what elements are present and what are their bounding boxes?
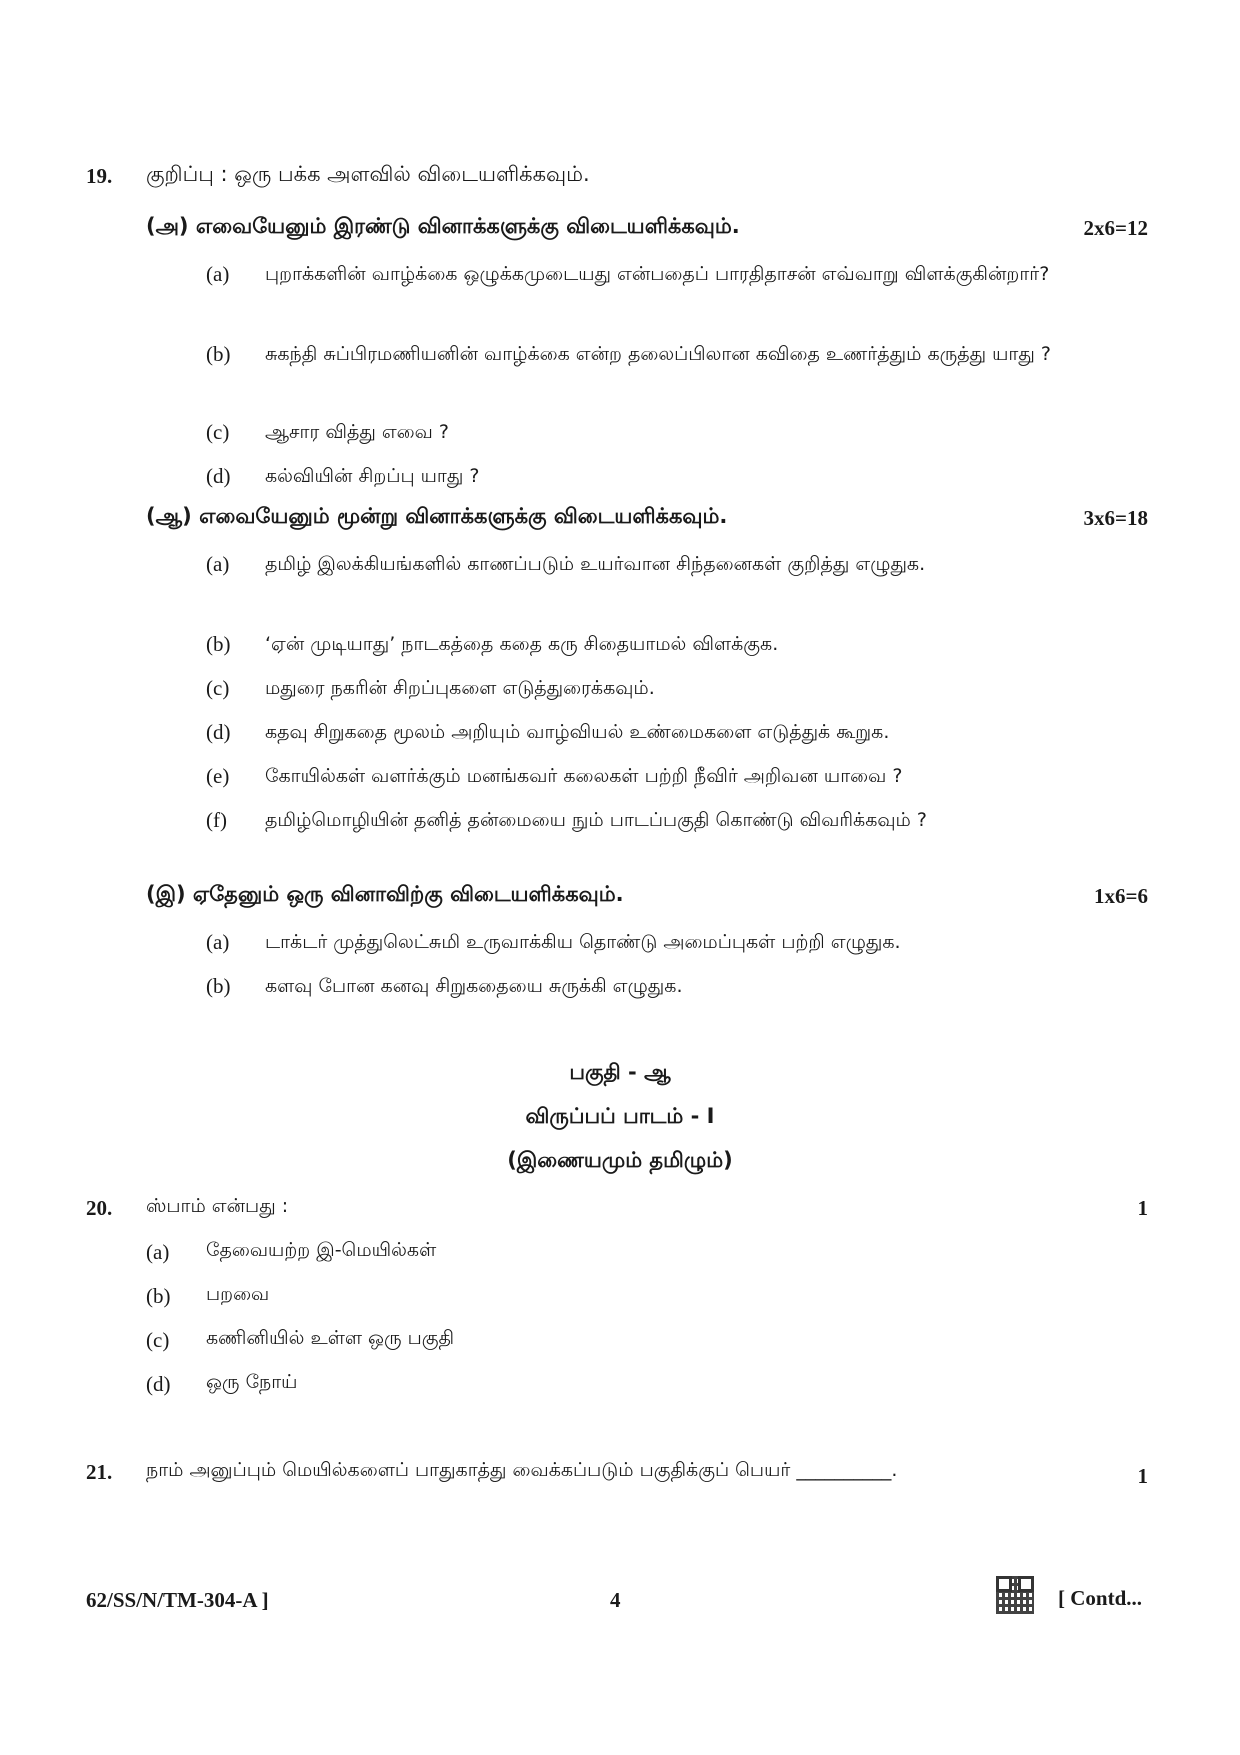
q20-option-d-text: ஒரு நோய் <box>206 1371 298 1393</box>
footer-contd: [ Contd... <box>1058 1586 1143 1610</box>
q19c-item-b-label: (b) <box>206 974 231 998</box>
q19b-item-a-text: தமிழ் இலக்கியங்களில் காணப்படும் உயர்வான சிந்தனைகள் குறித்து எழுதுக. <box>265 553 926 575</box>
q19b-item-a-label: (a) <box>206 552 230 576</box>
q19a-item-d-label: (d) <box>206 464 231 488</box>
q20-marks: 1 <box>1137 1196 1148 1220</box>
q19c-item-b-text: களவு போன கனவு சிறுகதையை சுருக்கி எழுதுக. <box>265 975 683 997</box>
q20-option-d-label: (d) <box>146 1372 171 1396</box>
footer-page-number: 4 <box>610 1588 621 1612</box>
q19a-item-c-text: ஆசார வித்து எவை ? <box>265 421 449 443</box>
q19c-item-a-text: டாக்டர் முத்துலெட்சுமி உருவாக்கிய தொண்டு அமைப்புகள் பற்றி எழுதுக. <box>265 931 901 953</box>
q19b-item-d-text: கதவு சிறுகதை மூலம் அறியும் வாழ்வியல் உண்மைகளை எடுத்துக் கூறுக. <box>265 721 890 743</box>
q19a-item-b-label: (b) <box>206 342 231 366</box>
q21-marks: 1 <box>1137 1464 1148 1488</box>
q20-option-a-label: (a) <box>146 1240 170 1264</box>
qr-code-icon <box>996 1576 1034 1614</box>
q20-number: 20. <box>86 1196 113 1220</box>
q19-section-a-heading: (அ) எவையேனும் இரண்டு வினாக்களுக்கு விடையளிக்கவும். <box>146 214 740 238</box>
footer-paper-code: 62/SS/N/TM-304-A ] <box>86 1588 269 1612</box>
q19a-item-d-text: கல்வியின் சிறப்பு யாது ? <box>265 465 480 487</box>
q19b-item-e-text: கோயில்கள் வளர்க்கும் மனங்கவர் கலைகள் பற்றி நீவிர் அறிவன யாவை ? <box>265 765 903 787</box>
q19b-item-d-label: (d) <box>206 720 231 744</box>
q21-number: 21. <box>86 1460 113 1484</box>
q20-option-c-text: கணினியில் உள்ள ஒரு பகுதி <box>206 1327 455 1349</box>
q19c-item-a-label: (a) <box>206 930 230 954</box>
q19b-item-f-label: (f) <box>206 808 227 832</box>
q20-option-b-label: (b) <box>146 1284 171 1308</box>
q19b-item-c-label: (c) <box>206 676 230 700</box>
q19-section-c-heading: (இ) ஏதேனும் ஒரு வினாவிற்கு விடையளிக்கவும். <box>146 882 624 906</box>
part-title: பகுதி - ஆ <box>569 1060 671 1084</box>
q21-text: நாம் அனுப்பும் மெயில்களைப் பாதுகாத்து வைக்கப்படும் பகுதிக்குப் பெயர் __________. <box>146 1459 898 1481</box>
q20-text: ஸ்பாம் என்பது : <box>146 1195 289 1217</box>
q19b-item-b-text: ‘ஏன் முடியாது’ நாடகத்தை கதை கரு சிதையாமல் விளக்குக. <box>265 633 779 655</box>
part-topic: (இணையமும் தமிழும்) <box>507 1148 733 1172</box>
q19b-item-c-text: மதுரை நகரின் சிறப்புகளை எடுத்துரைக்கவும். <box>265 677 655 699</box>
q19a-item-a-label: (a) <box>206 262 230 286</box>
q19b-item-b-label: (b) <box>206 632 231 656</box>
q19-number: 19. <box>86 164 113 188</box>
q19-section-b-heading: (ஆ) எவையேனும் மூன்று வினாக்களுக்கு விடையளிக்கவும். <box>146 504 728 528</box>
q19-section-a-marks: 2x6=12 <box>1083 216 1148 240</box>
q19b-item-e-label: (e) <box>206 764 230 788</box>
q19b-item-f-text: தமிழ்மொழியின் தனித் தன்மையை நும் பாடப்பகுதி கொண்டு விவரிக்கவும் ? <box>265 809 927 831</box>
q19-section-c-marks: 1x6=6 <box>1094 884 1148 908</box>
q20-option-a-text: தேவையற்ற இ-மெயில்கள் <box>206 1239 437 1261</box>
q20-option-c-label: (c) <box>146 1328 170 1352</box>
q19a-item-c-label: (c) <box>206 420 230 444</box>
q19a-item-a-text: புறாக்களின் வாழ்க்கை ஒழுக்கமுடையது என்பதைப் பாரதிதாசன் எவ்வாறு விளக்குகின்றார்? <box>265 263 1050 285</box>
part-subtitle: விருப்பப் பாடம் - I <box>525 1104 715 1128</box>
q19-note: குறிப்பு : ஒரு பக்க அளவில் விடையளிக்கவும். <box>146 162 590 186</box>
q19a-item-b-text: சுகந்தி சுப்பிரமணியனின் வாழ்க்கை என்ற தலைப்பிலான கவிதை உணர்த்தும் கருத்து யாது ? <box>265 343 1051 365</box>
q19-section-b-marks: 3x6=18 <box>1083 506 1148 530</box>
q20-option-b-text: பறவை <box>206 1283 270 1305</box>
